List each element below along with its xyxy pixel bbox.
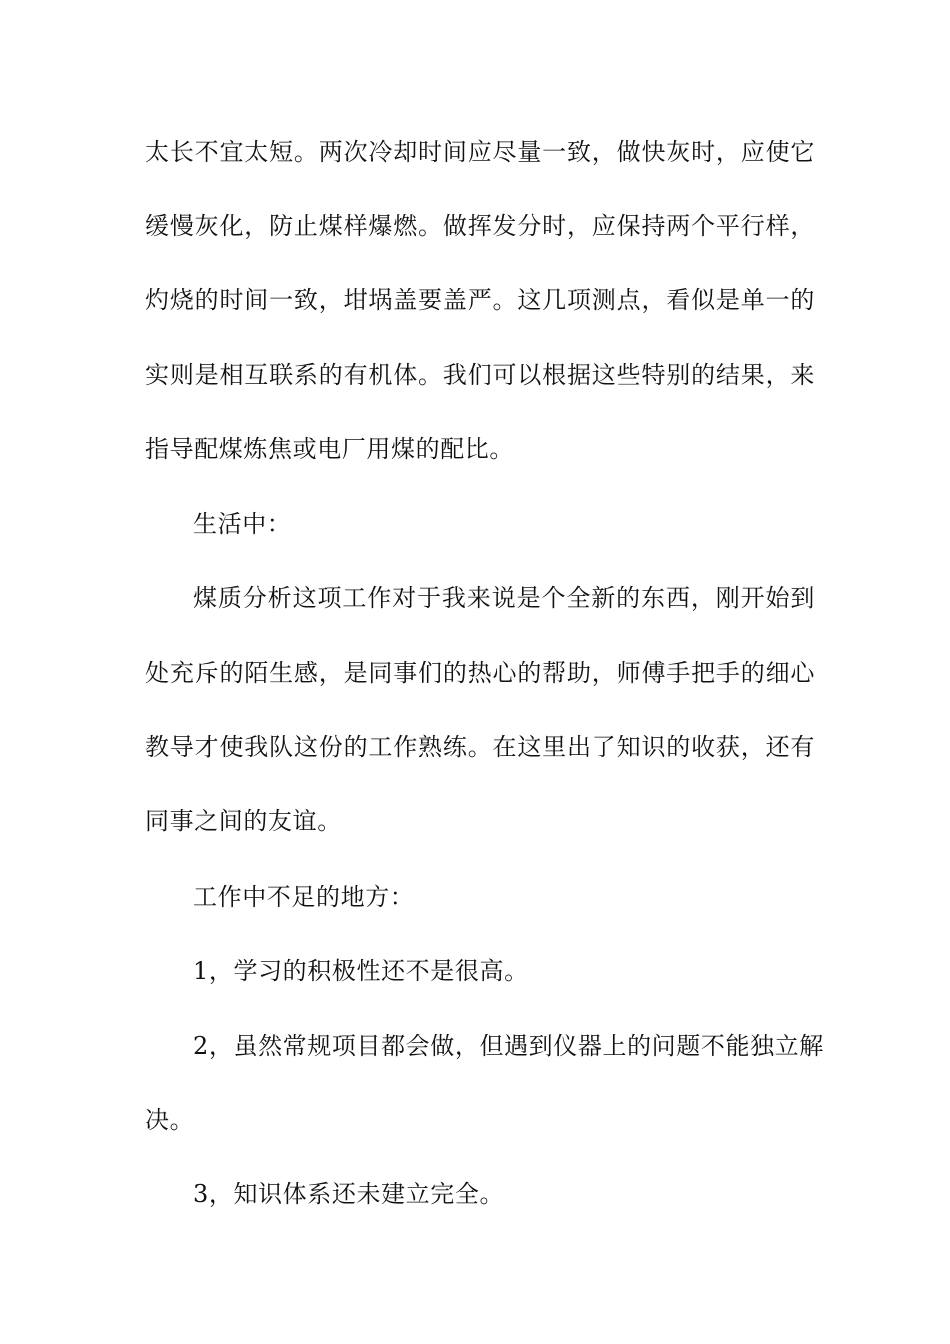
paragraph-line: 教导才使我队这份的工作熟练。在这里出了知识的收获，还有 <box>145 733 815 761</box>
paragraph-line: 缓慢灰化，防止煤样爆燃。做挥发分时，应保持两个平行样， <box>145 212 815 240</box>
paragraph-line: 太长不宜太短。两次冷却时间应尽量一致，做快灰时，应使它 <box>145 138 815 166</box>
section-heading: 工作中不足的地方： <box>193 883 415 911</box>
paragraph-line: 实则是相互联系的有机体。我们可以根据这些特别的结果，来 <box>145 361 815 389</box>
paragraph-line: 同事之间的友谊。 <box>145 807 342 835</box>
paragraph-line: 处充斥的陌生感，是同事们的热心的帮助，师傅手把手的细心 <box>145 659 815 687</box>
section-heading: 生活中： <box>193 510 292 538</box>
list-item: 2，虽然常规项目都会做，但遇到仪器上的问题不能独立解 <box>193 1032 824 1060</box>
list-item: 3，知识体系还未建立完全。 <box>193 1180 505 1208</box>
paragraph-line: 灼烧的时间一致，坩埚盖要盖严。这几项测点，看似是单一的 <box>145 286 815 314</box>
paragraph-line: 指导配煤炼焦或电厂用煤的配比。 <box>145 435 514 463</box>
list-item-continuation: 决。 <box>145 1106 195 1134</box>
list-item: 1，学习的积极性还不是很高。 <box>193 957 529 985</box>
paragraph-line: 煤质分析这项工作对于我来说是个全新的东西，刚开始到 <box>193 584 815 612</box>
